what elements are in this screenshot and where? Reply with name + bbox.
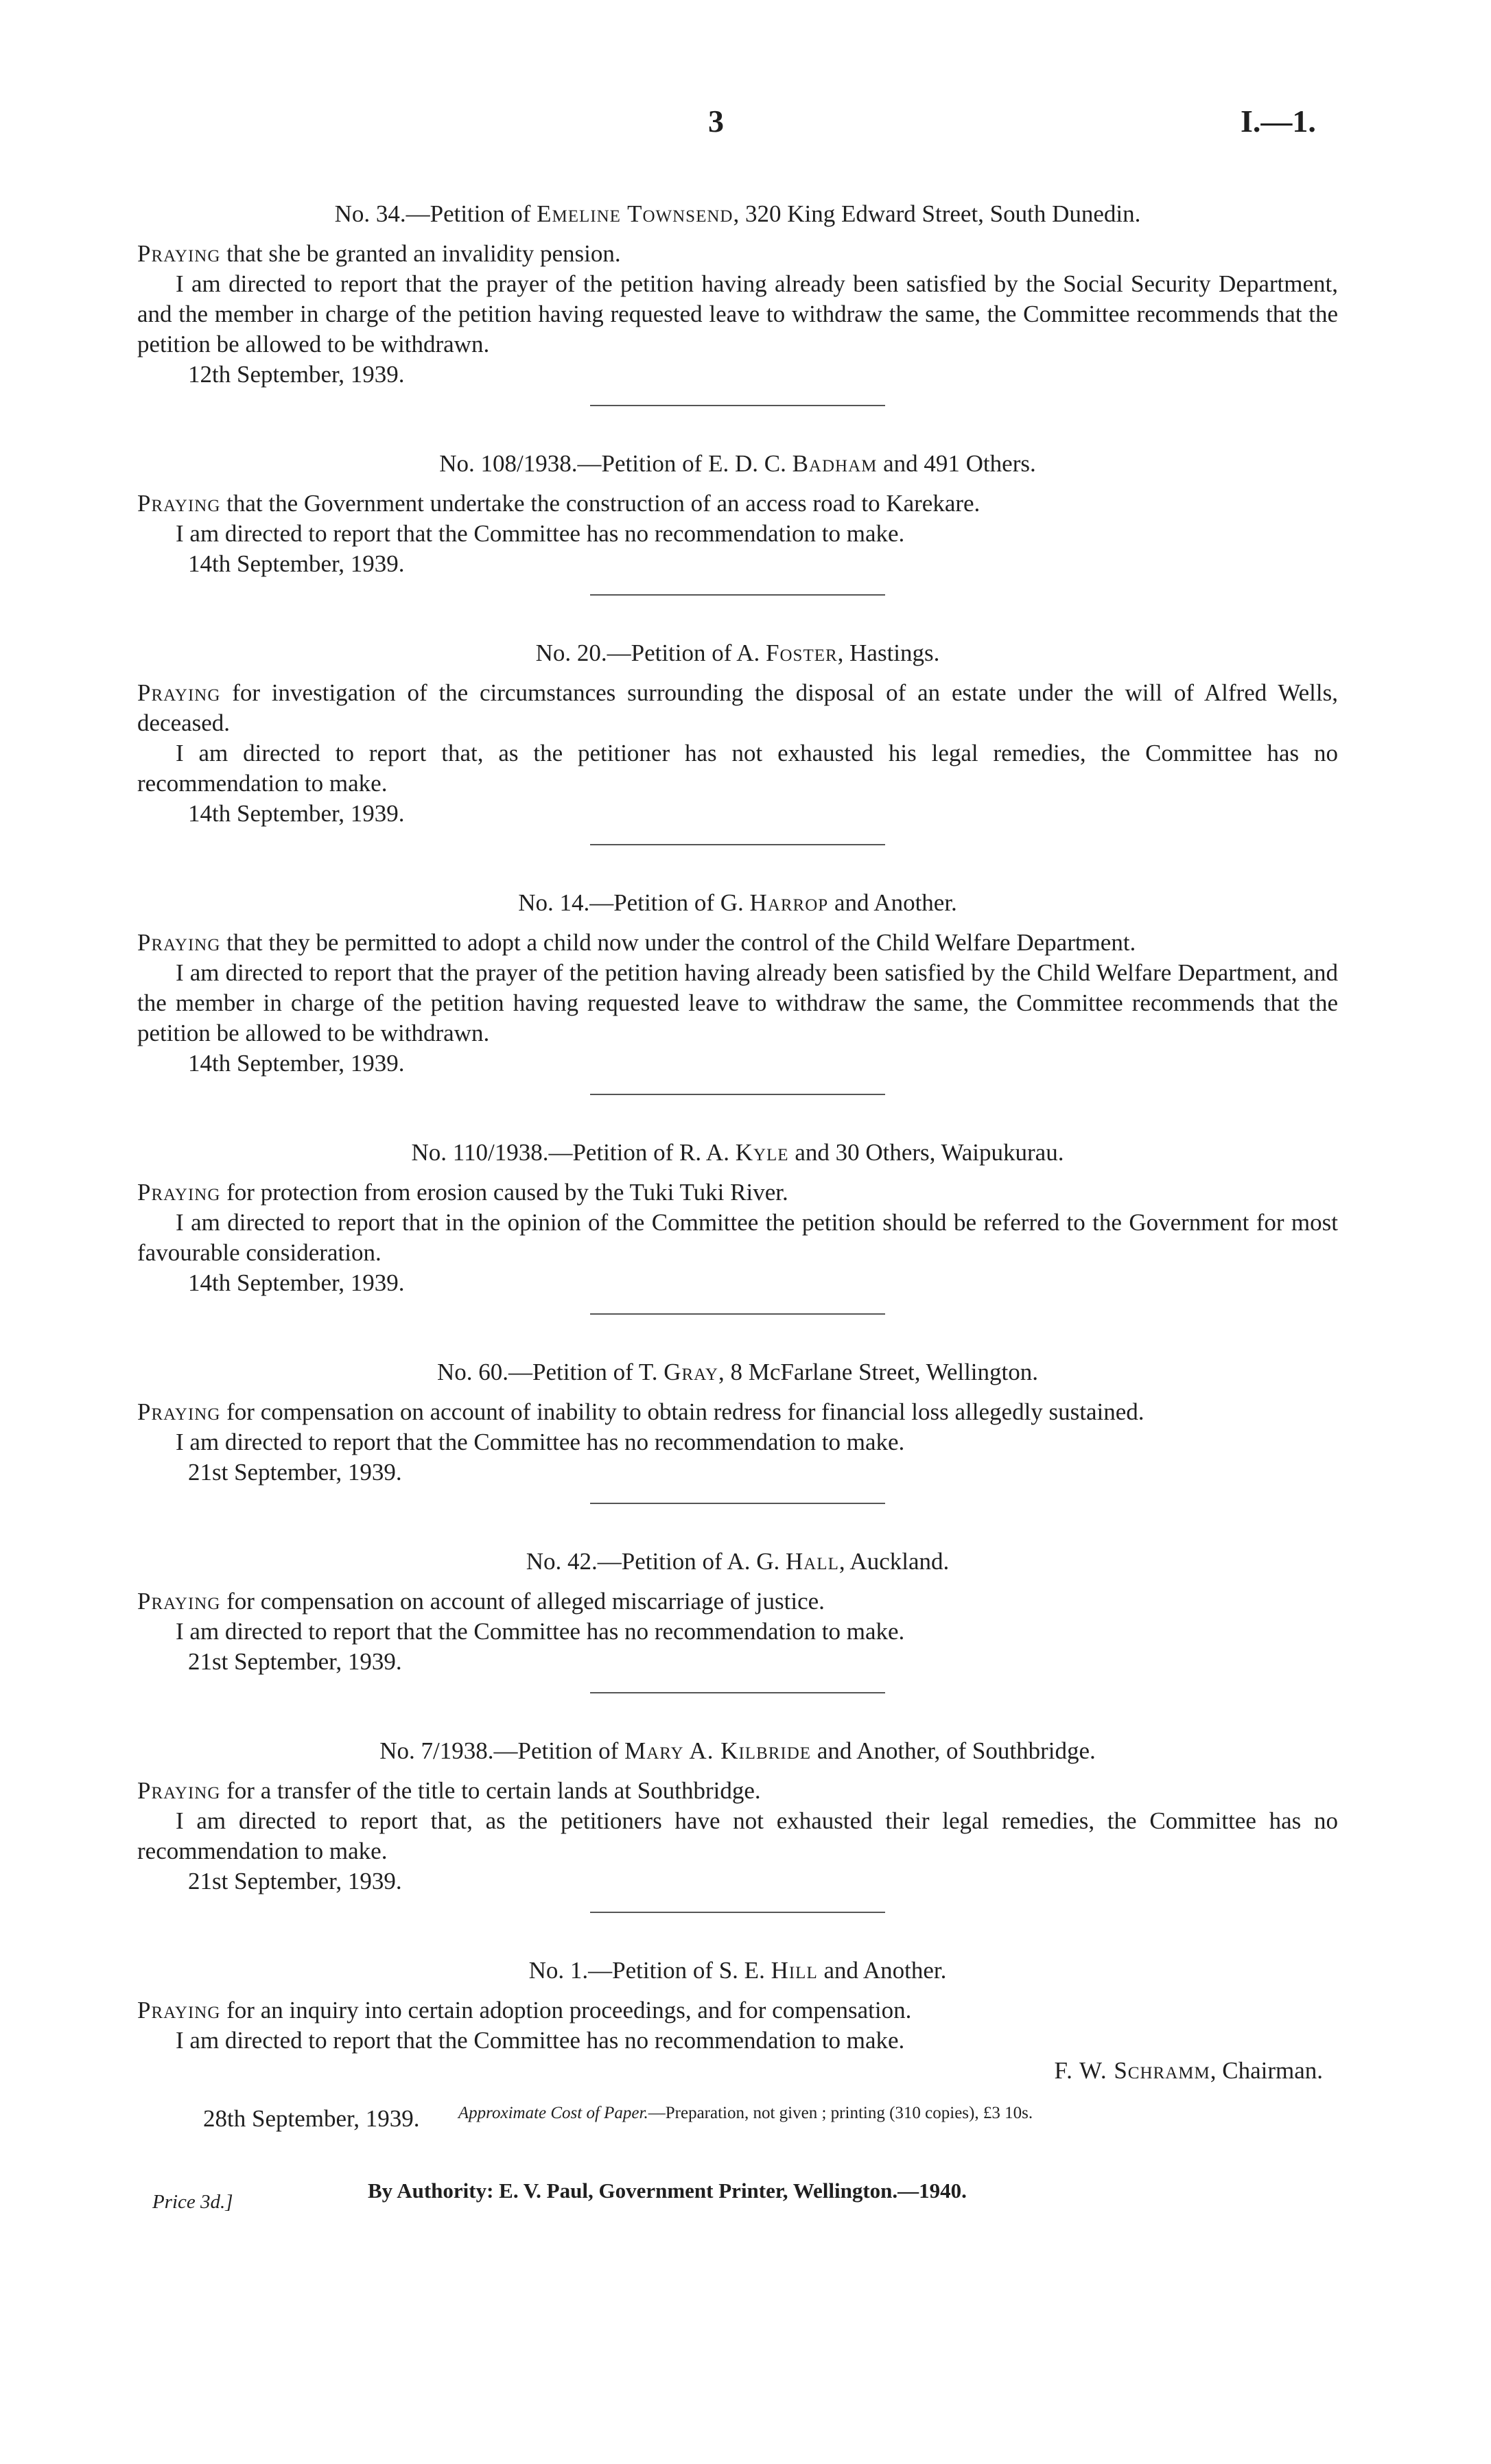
praying-paragraph: Praying that they be permitted to adopt a child now under the control of the Child Welfare Department. [137,929,1136,956]
petition-heading: No. 108/1938.—Petition of E. D. C. Badham and 491 Others. [439,450,1036,477]
report-date: 12th September, 1939. [188,361,405,388]
report-paragraph: I am directed to report that the Committee has no recommendation to make. [176,1429,905,1455]
report-paragraph: I am directed to report that the Committee has no recommendation to make. [176,1618,905,1645]
report-date: 14th September, 1939. [188,1269,405,1296]
cost-note-label: Approximate Cost of Paper. [458,2104,648,2122]
petition-heading: No. 1.—Petition of S. E. Hill and Another. [528,1957,947,1984]
cost-of-paper-note [0,2104,1491,2123]
praying-paragraph: Praying for compensation on account of alleged miscarriage of justice. [137,1588,825,1615]
petitions-list [137,199,1338,2134]
report-date: 14th September, 1939. [188,1050,405,1077]
report-paragraph: I am directed to report that the Committee has no recommendation to make. [176,2027,905,2054]
report-date: 14th September, 1939. [188,800,405,827]
report-paragraph: I am directed to report that in the opinion of the Committee the petition should be referred to the Government for most favourable consideration. [137,1209,1338,1266]
section-divider [590,1692,885,1693]
petition-heading: No. 20.—Petition of A. Foster, Hastings. [535,640,940,666]
praying-paragraph: Praying for investigation of the circumstances surrounding the disposal of an estate under the will of Alfred Wells, deceased. [137,679,1338,736]
report-date: 21st September, 1939. [188,1868,402,1894]
petition-heading: No. 34.—Petition of Emeline Townsend, 320 King Edward Street, South Dunedin. [334,200,1141,227]
page-number: 3 [708,104,724,139]
report-date: 14th September, 1939. [188,550,405,577]
petition-entry [137,1547,1338,1693]
petitioner-name: Hall [785,1548,839,1575]
report-paragraph: I am directed to report that the prayer of the petition having already been satisfied by the Social Security Department, and the member in charge of the petition having requested leave to withdraw the same, the Committee recommends that the petition be allowed to be withdrawn. [137,270,1338,357]
page-header [0,103,1491,151]
petition-entry [137,638,1338,845]
petition-heading: No. 60.—Petition of T. Gray, 8 McFarlane Street, Wellington. [436,1359,1039,1385]
report-date: 21st September, 1939. [188,1648,402,1675]
section-divider [590,1094,885,1095]
petition-heading: No. 14.—Petition of G. Harrop and Another. [518,889,957,916]
petition-entry [137,1138,1338,1315]
section-divider [590,594,885,596]
petitioner-name: Badham [792,450,878,477]
praying-paragraph: Praying that she be granted an invalidity pension. [137,240,621,267]
section-divider [590,405,885,406]
report-paragraph: I am directed to report that, as the petitioner has not exhausted his legal remedies, the Committee has no recommendation to make. [137,740,1338,797]
report-date: 21st September, 1939. [188,1459,402,1486]
petition-entry [137,199,1338,406]
section-divider [590,1503,885,1504]
petition-heading: No. 7/1938.—Petition of Mary A. Kilbride and Another, of Southbridge. [379,1737,1096,1764]
chairman-signature: F. W. Schramm, Chairman. [1054,2057,1323,2084]
petitioner-name: Hill [771,1957,818,1984]
report-paragraph: I am directed to report that the prayer of the petition having already been satisfied by the Child Welfare Department, and the member in charge of the petition having requested leave to withdraw the same, the Committee recommends that the petition be allowed to be withdrawn. [137,959,1338,1046]
section-divider [590,1912,885,1913]
petition-entry [137,1357,1338,1504]
report-paragraph: I am directed to report that, as the petitioners have not exhausted their legal remedies, the Committee has no recommendation to make. [137,1807,1338,1864]
petition-entry [137,888,1338,1095]
printer-authority: By Authority: E. V. Paul, Government Printer, Wellington.—1940. [368,2179,967,2203]
petitioner-name: Mary A. Kilbride [624,1737,812,1764]
paper-reference: I.—1. [1241,104,1316,139]
page-footer [0,2179,1491,2220]
petition-heading: No. 110/1938.—Petition of R. A. Kyle and 30 Others, Waipukurau. [411,1139,1064,1166]
praying-paragraph: Praying that the Government undertake the construction of an access road to Karekare. [137,490,981,517]
petition-entry [137,1736,1338,1913]
price-label: Price 3d.] [152,2191,233,2213]
petitioner-name: Harrop [749,889,829,916]
petitioner-name: Emeline Townsend [537,200,733,227]
petitioner-name: Gray [664,1359,718,1385]
report-date: 28th September, 1939. [203,2105,420,2132]
petitioner-name: Foster [766,640,838,666]
section-divider [590,844,885,845]
praying-paragraph: Praying for protection from erosion caused by the Tuki Tuki River. [137,1179,788,1206]
section-divider [590,1313,885,1315]
praying-paragraph: Praying for compensation on account of inability to obtain redress for financial loss allegedly sustained. [137,1398,1144,1425]
report-paragraph: I am directed to report that the Committee has no recommendation to make. [176,520,905,547]
petition-heading: No. 42.—Petition of A. G. Hall, Auckland. [526,1548,950,1575]
praying-paragraph: Praying for a transfer of the title to certain lands at Southbridge. [137,1777,761,1804]
cost-note-text: —Preparation, not given ; printing (310 copies), £3 10s. [648,2104,1033,2122]
petitioner-name: Kyle [735,1139,789,1166]
praying-paragraph: Praying for an inquiry into certain adoption proceedings, and for compensation. [137,1997,912,2023]
petition-entry [137,449,1338,596]
